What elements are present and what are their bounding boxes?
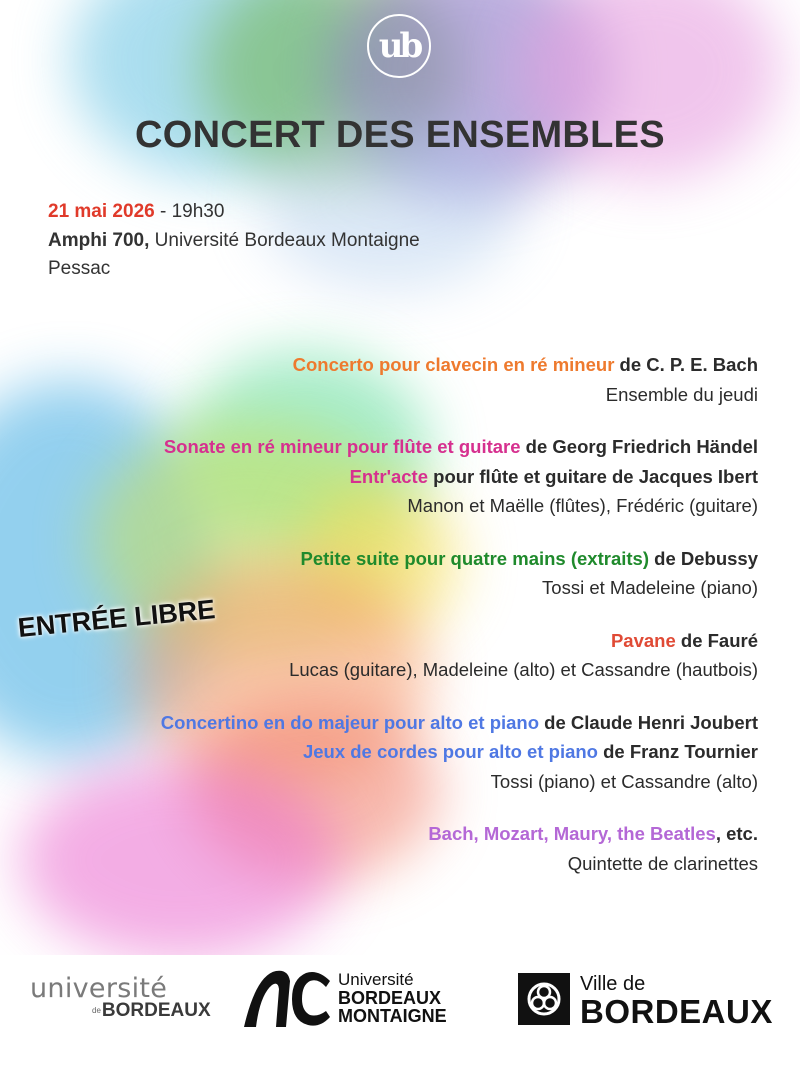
composer: de Franz Tournier bbox=[597, 741, 758, 762]
program-line bbox=[18, 708, 758, 738]
ubm-logo-text bbox=[338, 971, 447, 1025]
program-line bbox=[18, 819, 758, 849]
program-line bbox=[18, 626, 758, 656]
universite-de-bordeaux-logo bbox=[30, 973, 211, 1022]
composer: de Georg Friedrich Händel bbox=[520, 436, 758, 457]
performers: Manon et Maëlle (flûtes), Frédéric (guitare) bbox=[407, 495, 758, 516]
program-item bbox=[18, 544, 758, 603]
event-datetime bbox=[48, 198, 420, 227]
program-line bbox=[18, 350, 758, 380]
bordeaux-crescent-icon bbox=[518, 973, 570, 1025]
program-item bbox=[18, 350, 758, 409]
piece-title: Petite suite pour quatre mains (extraits) bbox=[300, 547, 649, 569]
piece-title: Sonate en ré mineur pour flûte et guitare bbox=[163, 436, 521, 457]
piece-title: Jeux de cordes pour alto et piano bbox=[302, 741, 598, 762]
universite-bordeaux-montaigne-logo bbox=[242, 967, 447, 1029]
piece-title: Pavane bbox=[610, 629, 676, 651]
ub-logo-top: université bbox=[30, 973, 168, 1004]
university-monogram-logo bbox=[367, 14, 431, 78]
program-line bbox=[18, 432, 758, 462]
concert-program bbox=[18, 350, 758, 901]
vdb-logo-text bbox=[580, 973, 773, 1029]
composer: , etc. bbox=[715, 823, 758, 844]
event-venue-line bbox=[48, 227, 420, 256]
composer: pour flûte et guitare de Jacques Ibert bbox=[428, 465, 758, 487]
event-time: - 19h30 bbox=[154, 201, 225, 222]
piece-title: Concertino en do majeur pour alto et piano bbox=[160, 711, 540, 733]
monogram-letters: ub bbox=[378, 26, 420, 66]
composer: de Fauré bbox=[675, 629, 758, 651]
ub-logo-bordeaux: BORDEAUX bbox=[101, 1000, 211, 1021]
ville-de-bordeaux-logo bbox=[518, 973, 773, 1029]
program-item bbox=[18, 626, 758, 685]
free-entry-label: ENTRÉE LIBRE bbox=[16, 594, 217, 643]
performers: Lucas (guitare), Madeleine (alto) et Cassandre (hautbois) bbox=[289, 659, 758, 680]
event-info bbox=[48, 198, 420, 284]
event-university: Université Bordeaux Montaigne bbox=[149, 229, 420, 251]
partner-logos bbox=[0, 955, 800, 1055]
vdb-line1: Ville de bbox=[580, 973, 646, 995]
event-venue: Amphi 700, bbox=[48, 229, 150, 251]
composer: de Claude Henri Joubert bbox=[539, 711, 758, 733]
program-line bbox=[18, 737, 758, 767]
program-item bbox=[18, 708, 758, 797]
ub-logo-bottom bbox=[92, 1000, 211, 1022]
event-date: 21 mai 2026 bbox=[48, 201, 155, 222]
ubm-line2: BORDEAUX bbox=[338, 988, 442, 1008]
program-line bbox=[18, 462, 758, 492]
bordeaux-montaigne-mark-icon bbox=[242, 967, 332, 1029]
piece-title: Entr'acte bbox=[349, 465, 429, 487]
ubm-line3: MONTAIGNE bbox=[338, 1006, 447, 1026]
composer: de Debussy bbox=[649, 547, 758, 569]
performers: Ensemble du jeudi bbox=[605, 383, 758, 405]
event-city: Pessac bbox=[48, 258, 111, 279]
composer: de C. P. E. Bach bbox=[614, 354, 758, 375]
performers: Tossi et Madeleine (piano) bbox=[542, 577, 758, 598]
ub-logo-de: de bbox=[92, 1006, 101, 1016]
performers: Tossi (piano) et Cassandre (alto) bbox=[490, 770, 758, 792]
piece-title: Bach, Mozart, Maury, the Beatles bbox=[428, 823, 716, 844]
ubm-line1: Université bbox=[338, 970, 414, 989]
piece-title: Concerto pour clavecin en ré mineur bbox=[292, 354, 615, 375]
concert-title: CONCERT DES ENSEMBLES bbox=[135, 114, 665, 156]
performers: Quintette de clarinettes bbox=[567, 852, 758, 874]
program-item bbox=[18, 819, 758, 878]
program-item bbox=[18, 432, 758, 521]
vdb-line2: BORDEAUX bbox=[580, 993, 773, 1030]
program-line bbox=[18, 544, 758, 574]
